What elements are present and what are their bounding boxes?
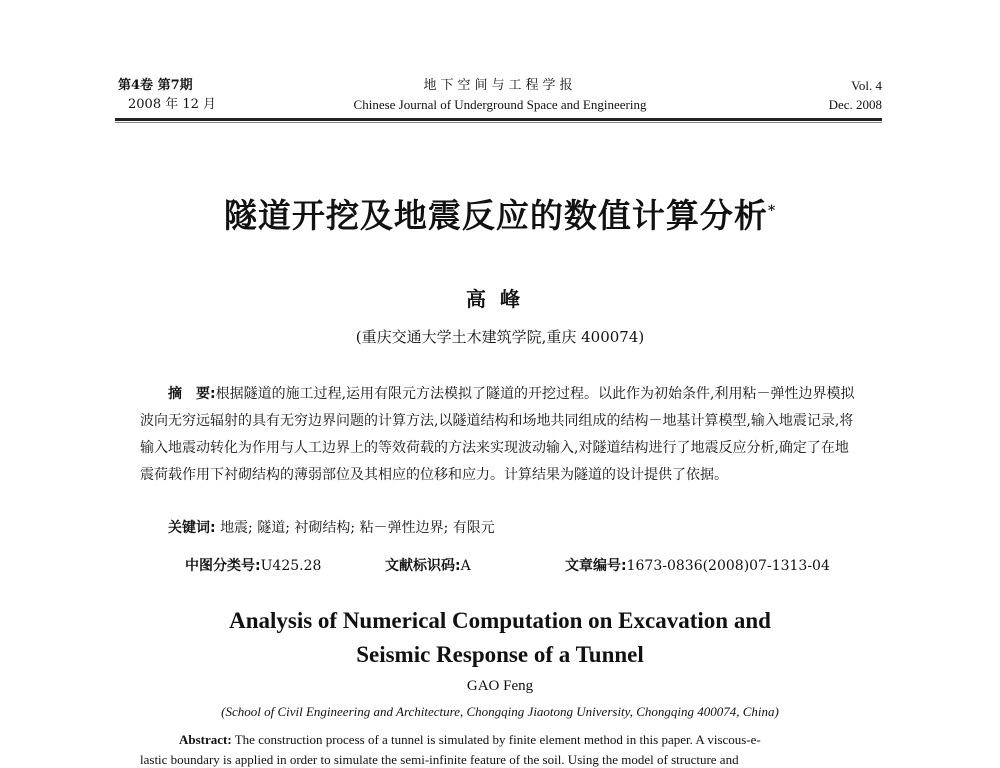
- article-no-label: 文章编号:: [565, 558, 627, 574]
- abstract-en-label: Abstract:: [179, 732, 232, 747]
- affiliation-en: (School of Civil Engineering and Architecture, Chongqing Jiaotong University, Chongqing 400074, China): [221, 704, 779, 719]
- clc-value: U425.28: [260, 558, 322, 574]
- author-zh: 高峰: [466, 287, 534, 311]
- journal-name-en: Chinese Journal of Underground Space and Engineering: [353, 97, 647, 112]
- author-en: GAO Feng: [466, 678, 534, 694]
- abstract-en: [140, 728, 870, 752]
- abstract-en-text: The construction process of a tunnel is simulated by finite element method in this paper. A viscous-e-: [234, 732, 761, 747]
- journal-name-zh: 地下空间与工程学报: [423, 78, 577, 93]
- doc-code-label: 文献标识码:: [385, 558, 461, 574]
- clc-label: 中图分类号:: [185, 558, 261, 574]
- keywords-label: 关键词:: [168, 520, 216, 536]
- paper-title-en-line1: Analysis of Numerical Computation on Excavation and: [229, 608, 771, 633]
- abstract-en-continued: lastic boundary is applied in order to simulate the semi-infinite feature of the soil. Using the model of structure and: [140, 752, 739, 767]
- issue-date: 2008 年 12 月: [128, 97, 217, 112]
- title-text: 隧道开挖及地震反应的数值计算分析: [223, 196, 768, 235]
- doc-code-value: A: [460, 558, 471, 574]
- paper-title-zh: [0, 190, 1000, 237]
- abstract-label: 摘 要:: [168, 386, 216, 402]
- title-footnote-mark: *: [767, 203, 777, 219]
- clc-number: [185, 555, 321, 575]
- header-rule: [115, 118, 882, 121]
- document-code: [385, 555, 471, 575]
- paper-title-en-line2: Seismic Response of a Tunnel: [356, 642, 644, 667]
- volume-issue: 第4卷 第7期: [118, 78, 193, 93]
- keywords-text: 地震; 隧道; 衬砌结构; 粘－弹性边界; 有限元: [220, 520, 495, 536]
- abstract-text: 根据隧道的施工过程,运用有限元方法模拟了隧道的开挖过程。以此作为初始条件,利用粘－弹性边界模拟波向无穷远辐射的具有无穷边界问题的计算方法,以隧道结构和场地共同组成的结构－地基计算模型,输入地震记录,将输入地震动转化为作用与人工边界上的等效荷载的方法来实现波动输入,对隧道结构进行了地震反应分析,确定了在地震荷载作用下衬砌结构的薄弱部位及其相应的位移和应力。计算结果为隧道的设计提供了依据。: [140, 386, 855, 483]
- affiliation-zh: (重庆交通大学土木建筑学院,重庆 400074): [355, 328, 645, 346]
- abstract-zh: [140, 381, 860, 489]
- date-en: Dec. 2008: [828, 97, 882, 112]
- keywords-zh: [168, 517, 495, 537]
- article-number: [565, 555, 830, 575]
- article-no-value: 1673-0836(2008)07-1313-04: [626, 558, 830, 574]
- header-rule-thin: [115, 122, 882, 123]
- volume-en: Vol. 4: [851, 78, 882, 93]
